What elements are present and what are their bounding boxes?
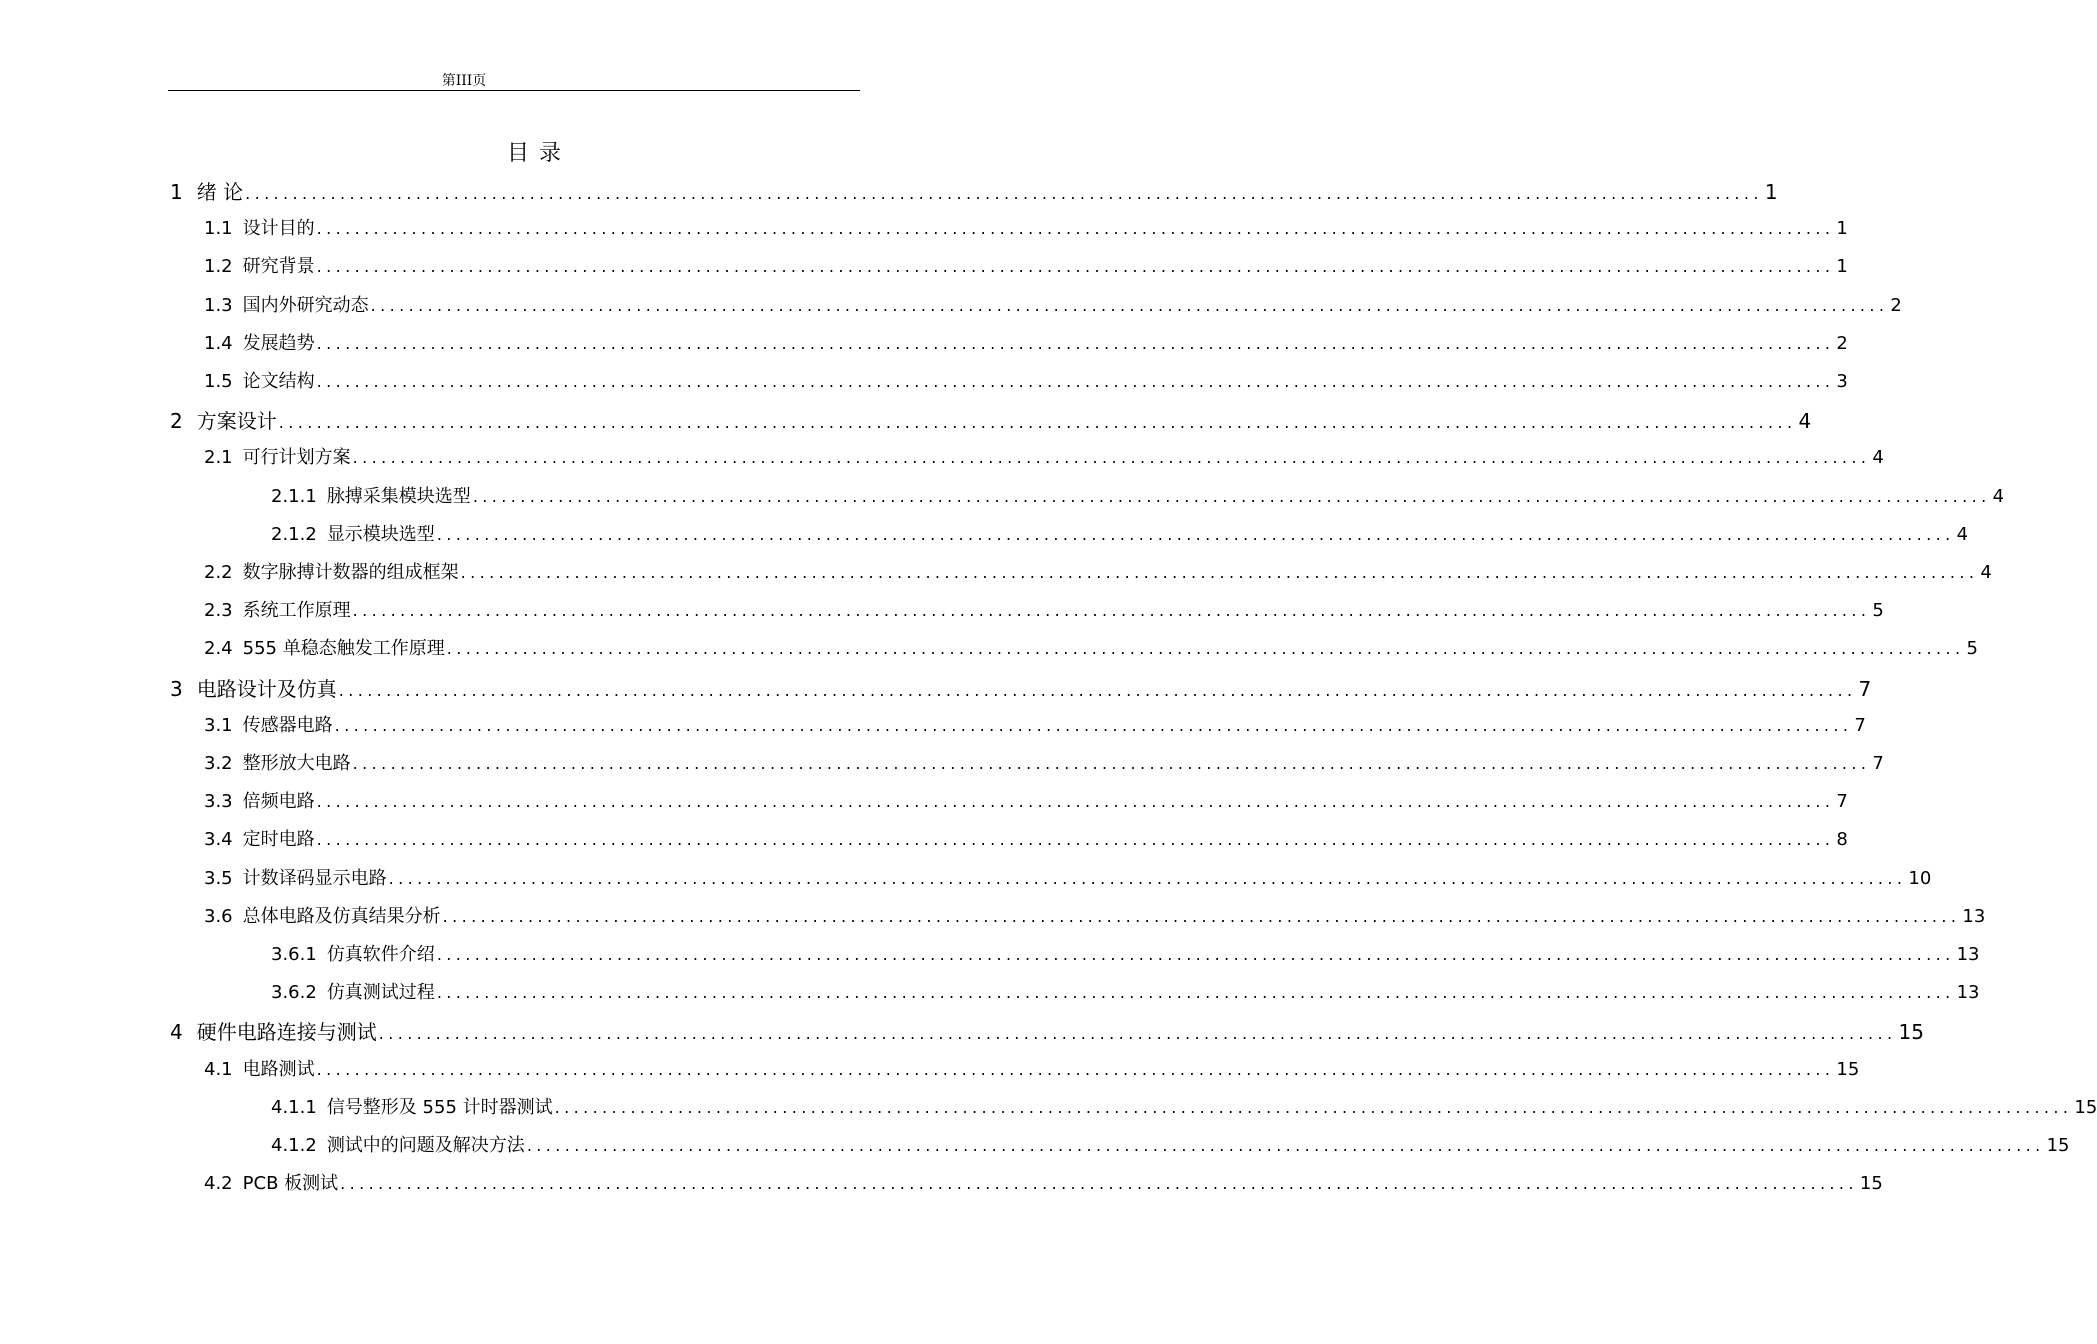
- toc-entry-page: 8: [1836, 829, 1848, 851]
- toc-entry-number: 1.3: [204, 294, 233, 316]
- toc-entry-title: 系统工作原理: [242, 600, 351, 622]
- toc-dot-leader: ................................................................................................................................................................: [316, 333, 1835, 353]
- toc-entry-page: 4: [1872, 447, 1884, 469]
- toc-dot-leader: ................................................................................................................................................................: [378, 1024, 1897, 1044]
- toc-entry-page: 5: [1966, 638, 1978, 660]
- toc-entry-number: 4: [170, 1020, 183, 1045]
- toc-entry-title: 论文结构: [242, 371, 315, 392]
- toc-entry-page: 13: [1956, 982, 1980, 1004]
- toc-entry-page: 7: [1854, 714, 1866, 736]
- toc-entry-page: 10: [1908, 867, 1932, 889]
- toc-entry-number: 4.1.2: [271, 1135, 317, 1156]
- toc-entry-3-4[interactable]: [204, 825, 1848, 855]
- toc-entry-4-1-1[interactable]: [271, 1093, 2097, 1123]
- toc-dot-leader: ................................................................................................................................................................: [316, 830, 1835, 850]
- toc-entry-title: 计数译码显示电路: [242, 867, 387, 889]
- toc-entry-3-1[interactable]: [204, 711, 1866, 741]
- toc-entry-title: 数字脉搏计数器的组成框架: [242, 562, 459, 583]
- toc-dot-leader: ................................................................................................................................................................: [554, 1097, 2073, 1117]
- toc-entry-number: 2: [170, 409, 183, 434]
- toc-entry-4-1[interactable]: [204, 1055, 1860, 1085]
- toc-entry-number: 2.1: [204, 447, 233, 469]
- toc-dot-leader: ................................................................................................................................................................: [278, 413, 1797, 433]
- toc-dot-leader: ................................................................................................................................................................: [446, 639, 1965, 659]
- toc-entry-page: 15: [2074, 1096, 2097, 1118]
- page-number-label: 第III页: [441, 73, 487, 89]
- toc-entry-3-6-1[interactable]: [271, 940, 1980, 970]
- toc-dot-leader: ................................................................................................................................................................: [352, 448, 1871, 468]
- toc-entry-2-2[interactable]: [204, 558, 1992, 588]
- toc-dot-leader: ................................................................................................................................................................: [526, 1136, 2045, 1155]
- toc-entry-number: 3.1: [204, 714, 233, 736]
- toc-entry-3[interactable]: [170, 673, 1872, 703]
- toc-entry-page: 4: [1798, 409, 1812, 434]
- toc-entry-title: PCB 板测试: [242, 1173, 339, 1195]
- toc-dot-leader: ................................................................................................................................................................: [436, 983, 1955, 1003]
- toc-entry-1-3[interactable]: [204, 291, 1902, 321]
- toc-entry-title: 测试中的问题及解决方法: [326, 1135, 525, 1156]
- toc-dot-leader: ................................................................................................................................................................: [245, 184, 1763, 203]
- toc-entry-4-2[interactable]: [204, 1169, 1883, 1199]
- toc-entry-page: 7: [1836, 791, 1848, 813]
- toc-entry-number: 2.4: [204, 638, 233, 660]
- toc-entry-2-1-1[interactable]: [271, 482, 2005, 512]
- toc-entry-number: 3.6.1: [271, 944, 317, 965]
- toc-entry-title: 传感器电路: [242, 714, 333, 736]
- toc-entry-number: 4.2: [204, 1173, 233, 1195]
- toc-dot-leader: ................................................................................................................................................................: [316, 257, 1835, 277]
- toc-entry-title: 发展趋势: [242, 332, 315, 354]
- toc-entry-number: 1.5: [204, 371, 233, 392]
- toc-entry-page: 1: [1764, 180, 1778, 204]
- toc-dot-leader: ................................................................................................................................................................: [340, 1174, 1858, 1194]
- toc-entry-number: 4.1.1: [271, 1096, 317, 1118]
- toc-entry-2-1-2[interactable]: [271, 520, 1969, 550]
- toc-entry-page: 2: [1890, 294, 1902, 316]
- toc-dot-leader: ................................................................................................................................................................: [370, 295, 1889, 315]
- toc-entry-1-5[interactable]: [204, 367, 1848, 397]
- toc-entry-page: 13: [1956, 944, 1980, 965]
- toc-entry-number: 3.5: [204, 867, 233, 889]
- toc-entry-number: 1.4: [204, 332, 233, 354]
- toc-entry-title: 定时电路: [242, 829, 315, 851]
- toc-entry-number: 2.3: [204, 600, 233, 622]
- toc-dot-leader: ................................................................................................................................................................: [460, 563, 1979, 582]
- toc-entry-title: 整形放大电路: [242, 753, 351, 774]
- toc-entry-page: 7: [1872, 753, 1884, 774]
- toc-entry-1-1[interactable]: [204, 214, 1848, 244]
- toc-entry-title: 倍频电路: [242, 791, 315, 813]
- toc-entry-number: 2.1.1: [271, 485, 317, 507]
- toc-entry-2[interactable]: [170, 405, 1812, 435]
- toc-entry-page: 7: [1858, 676, 1872, 701]
- toc-entry-page: 3: [1836, 371, 1848, 392]
- toc-entry-page: 1: [1836, 218, 1848, 240]
- toc-dot-leader: ................................................................................................................................................................: [338, 680, 1857, 700]
- toc-entry-1[interactable]: [170, 176, 1778, 206]
- toc-entry-number: 4.1: [204, 1058, 233, 1080]
- toc-dot-leader: ................................................................................................................................................................: [316, 792, 1835, 812]
- toc-dot-leader: ................................................................................................................................................................: [316, 219, 1835, 239]
- toc-entry-title: 仿真测试过程: [326, 982, 435, 1004]
- toc-dot-leader: ................................................................................................................................................................: [352, 601, 1871, 621]
- toc-entry-number: 3.6.2: [271, 982, 317, 1004]
- toc-entry-title: 设计目的: [242, 218, 315, 240]
- toc-title: 目录: [506, 141, 571, 166]
- toc-entry-title: 方案设计: [196, 409, 277, 434]
- toc-entry-3-2[interactable]: [204, 749, 1884, 779]
- toc-entry-page: 4: [1956, 523, 1969, 545]
- toc-entry-2-3[interactable]: [204, 596, 1884, 626]
- toc-dot-leader: ................................................................................................................................................................: [352, 754, 1871, 773]
- toc-entry-page: 13: [1962, 905, 1986, 927]
- toc-dot-leader: ................................................................................................................................................................: [316, 372, 1835, 391]
- toc-entry-title: 研究背景: [242, 256, 315, 278]
- toc-dot-leader: ................................................................................................................................................................: [316, 1059, 1835, 1079]
- toc-entry-number: 3.6: [204, 905, 233, 927]
- toc-entry-page: 15: [1836, 1058, 1860, 1080]
- toc-entry-title: 仿真软件介绍: [326, 944, 435, 965]
- toc-entry-3-3[interactable]: [204, 787, 1848, 817]
- toc-entry-title: 555 单稳态触发工作原理: [242, 638, 445, 660]
- toc-entry-page: 15: [1898, 1020, 1924, 1045]
- toc-entry-page: 4: [1992, 485, 2005, 507]
- toc-entry-title: 可行计划方案: [242, 447, 351, 469]
- toc-entry-title: 国内外研究动态: [242, 294, 369, 316]
- toc-dot-leader: ................................................................................................................................................................: [436, 524, 1955, 544]
- toc-entry-title: 总体电路及仿真结果分析: [242, 905, 441, 927]
- toc-entry-page: 1: [1836, 256, 1848, 278]
- toc-dot-leader: ................................................................................................................................................................: [388, 868, 1907, 888]
- toc-entry-title: 电路设计及仿真: [196, 676, 337, 701]
- toc-entry-page: 2: [1836, 332, 1848, 354]
- toc-entry-number: 1: [170, 180, 183, 204]
- toc-entry-number: 1.2: [204, 256, 233, 278]
- toc-entry-number: 2.1.2: [271, 523, 317, 545]
- toc-entry-3-5[interactable]: [204, 864, 1932, 894]
- toc-entry-4-1-2[interactable]: [271, 1131, 2070, 1161]
- toc-entry-1-2[interactable]: [204, 252, 1848, 282]
- toc-entry-title: 绪 论: [196, 180, 244, 204]
- toc-entry-page: 15: [1859, 1173, 1883, 1195]
- toc-entry-number: 3.3: [204, 791, 233, 813]
- toc-entry-number: 3.4: [204, 829, 233, 851]
- toc-entry-page: 15: [2046, 1135, 2070, 1156]
- toc-entry-number: 3.2: [204, 753, 233, 774]
- toc-entry-number: 1.1: [204, 218, 233, 240]
- toc-entry-title: 硬件电路连接与测试: [196, 1020, 377, 1045]
- toc-dot-leader: ................................................................................................................................................................: [472, 486, 1991, 506]
- toc-entry-number: 2.2: [204, 562, 233, 583]
- toc-dot-leader: ................................................................................................................................................................: [334, 715, 1853, 735]
- toc-entry-1-4[interactable]: [204, 329, 1848, 359]
- toc-entry-title: 脉搏采集模块选型: [326, 485, 471, 507]
- toc-dot-leader: ................................................................................................................................................................: [436, 945, 1955, 964]
- toc-entry-3-6[interactable]: [204, 902, 1986, 932]
- toc-entry-2-1[interactable]: [204, 443, 1884, 473]
- toc-dot-leader: ................................................................................................................................................................: [442, 906, 1961, 926]
- toc-entry-2-4[interactable]: [204, 634, 1978, 664]
- toc-entry-number: 3: [170, 676, 183, 701]
- toc-entry-title: 显示模块选型: [326, 523, 435, 545]
- toc-entry-title: 电路测试: [242, 1058, 315, 1080]
- toc-entry-3-6-2[interactable]: [271, 978, 1980, 1008]
- toc-entry-4[interactable]: [170, 1016, 1924, 1046]
- toc-entry-page: 5: [1872, 600, 1884, 622]
- toc-entry-title: 信号整形及 555 计时器测试: [326, 1096, 553, 1118]
- toc-entry-page: 4: [1980, 562, 1992, 583]
